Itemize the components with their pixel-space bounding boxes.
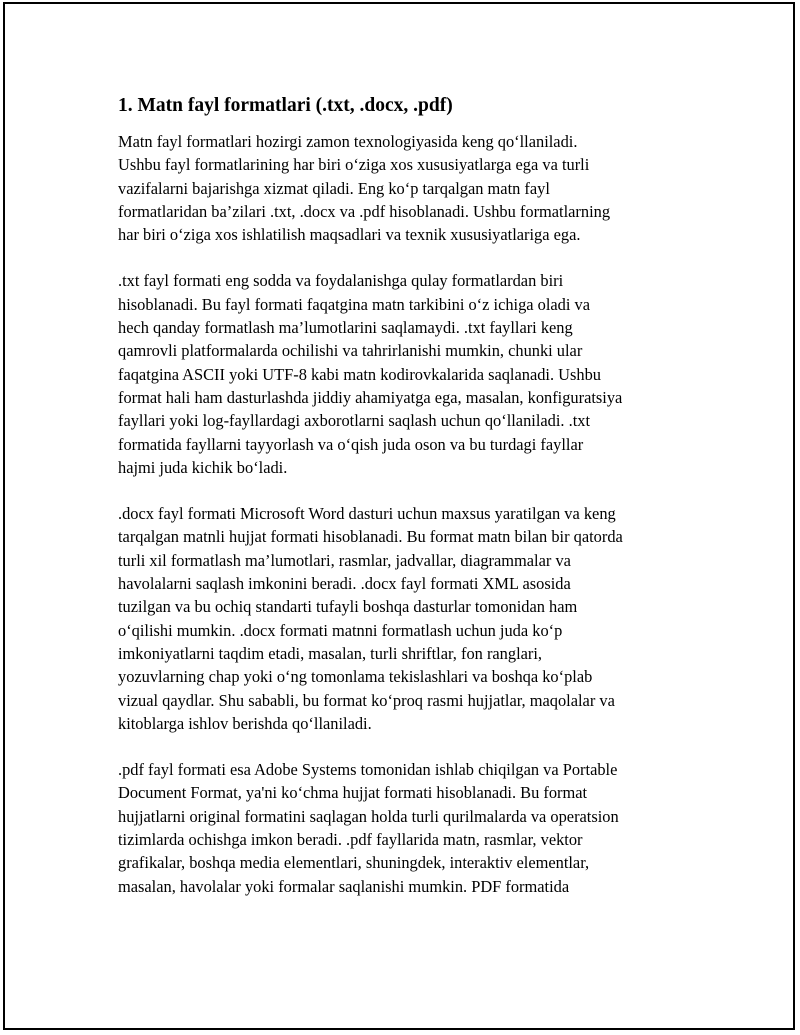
text-line: qamrovli platformalarda ochilishi va tahrirlanishi mumkin, chunki ular xyxy=(118,341,583,361)
text-line: masalan, havolalar yoki formalar saqlanishi mumkin. PDF formatida xyxy=(118,876,570,896)
text-line: Matn fayl formatlari hozirgi zamon texnologiyasida keng qo‘llaniladi. xyxy=(118,132,578,151)
text-line: havolalarni saqlash imkonini beradi. .docx fayl formati XML asosida xyxy=(118,574,571,594)
text-line: formatlaridan ba’zilari .txt, .docx va .pdf hisoblanadi. Ushbu formatlarning xyxy=(118,201,611,221)
text-line: har biri o‘ziga xos ishlatilish maqsadlari va texnik xususiyatlariga ega. xyxy=(118,225,581,245)
text-line: format hali ham dasturlashda jiddiy ahamiyatga ega, masalan, konfiguratsiya xyxy=(118,387,623,407)
text-line: tarqalgan matnli hujjat formati hisoblanadi. Bu format matn bilan bir qatorda xyxy=(118,527,623,547)
text-line: .txt fayl formati eng sodda va foydalanishga qulay formatlardan biri xyxy=(118,271,564,291)
text-line: grafikalar, boshqa media elementlari, shuningdek, interaktiv elementlar, xyxy=(118,853,590,873)
text-line: fayllari yoki log-fayllardagi axborotlarni saqlash uchun qo‘llaniladi. .txt xyxy=(118,411,591,431)
text-line: vizual qaydlar. Shu sababli, bu format ko‘proq rasmi hujjatlar, maqolalar va xyxy=(118,690,615,710)
section-heading: 1. Matn fayl formatlari (.txt, .docx, .pdf) xyxy=(118,95,453,116)
text-line: .docx fayl formati Microsoft Word dasturi uchun maxsus yaratilgan va keng xyxy=(118,504,616,524)
text-line: tizimlarda ochishga imkon beradi. .pdf fayllarida matn, rasmlar, vektor xyxy=(118,830,583,850)
text-line: hujjatlarni original formatini saqlagan holda turli qurilmalarda va operatsion xyxy=(118,806,619,826)
text-line: tuzilgan va bu ochiq standarti tufayli boshqa dasturlar tomonidan ham xyxy=(118,597,578,617)
text-line: vazifalarni bajarishga xizmat qiladi. Eng ko‘p tarqalgan matn fayl xyxy=(118,178,550,198)
document-body xyxy=(118,94,698,921)
text-line: imkoniyatlarni taqdim etadi, masalan, turli shriftlar, fon ranglari, xyxy=(118,643,543,663)
text-line: .pdf fayl formati esa Adobe Systems tomonidan ishlab chiqilgan va Portable xyxy=(118,760,618,780)
paragraph-pdf xyxy=(118,758,698,898)
text-line: formatida fayllarni tayyorlash va o‘qish juda oson va bu turdagi fayllar xyxy=(118,434,584,454)
text-line: Ushbu fayl formatlarining har biri o‘ziga xos xususiyatlarga ega va turli xyxy=(118,155,590,175)
paragraph-docx xyxy=(118,502,698,735)
text-line: faqatgina ASCII yoki UTF-8 kabi matn kodirovkalarida saqlanadi. Ushbu xyxy=(118,364,601,384)
text-line: hisoblanadi. Bu fayl formati faqatgina matn tarkibini o‘z ichiga oladi va xyxy=(118,294,590,314)
paragraph-txt xyxy=(118,269,698,479)
text-line: kitoblarga ishlov berishda qo‘llaniladi. xyxy=(118,713,372,733)
text-line: yozuvlarning chap yoki o‘ng tomonlama tekislashlari va boshqa ko‘plab xyxy=(118,667,593,687)
text-line: hajmi juda kichik bo‘ladi. xyxy=(118,457,288,477)
text-line: Document Format, ya'ni ko‘chma hujjat formati hisoblanadi. Bu format xyxy=(118,783,588,803)
text-line: hech qanday formatlash ma’lumotlarini saqlamaydi. .txt fayllari keng xyxy=(118,318,573,338)
text-line: turli xil formatlash ma’lumotlari, rasmlar, jadvallar, diagrammalar va xyxy=(118,550,571,570)
text-line: o‘qilishi mumkin. .docx formati matnni formatlash uchun juda ko‘p xyxy=(118,620,563,640)
paragraph-intro xyxy=(118,130,698,246)
